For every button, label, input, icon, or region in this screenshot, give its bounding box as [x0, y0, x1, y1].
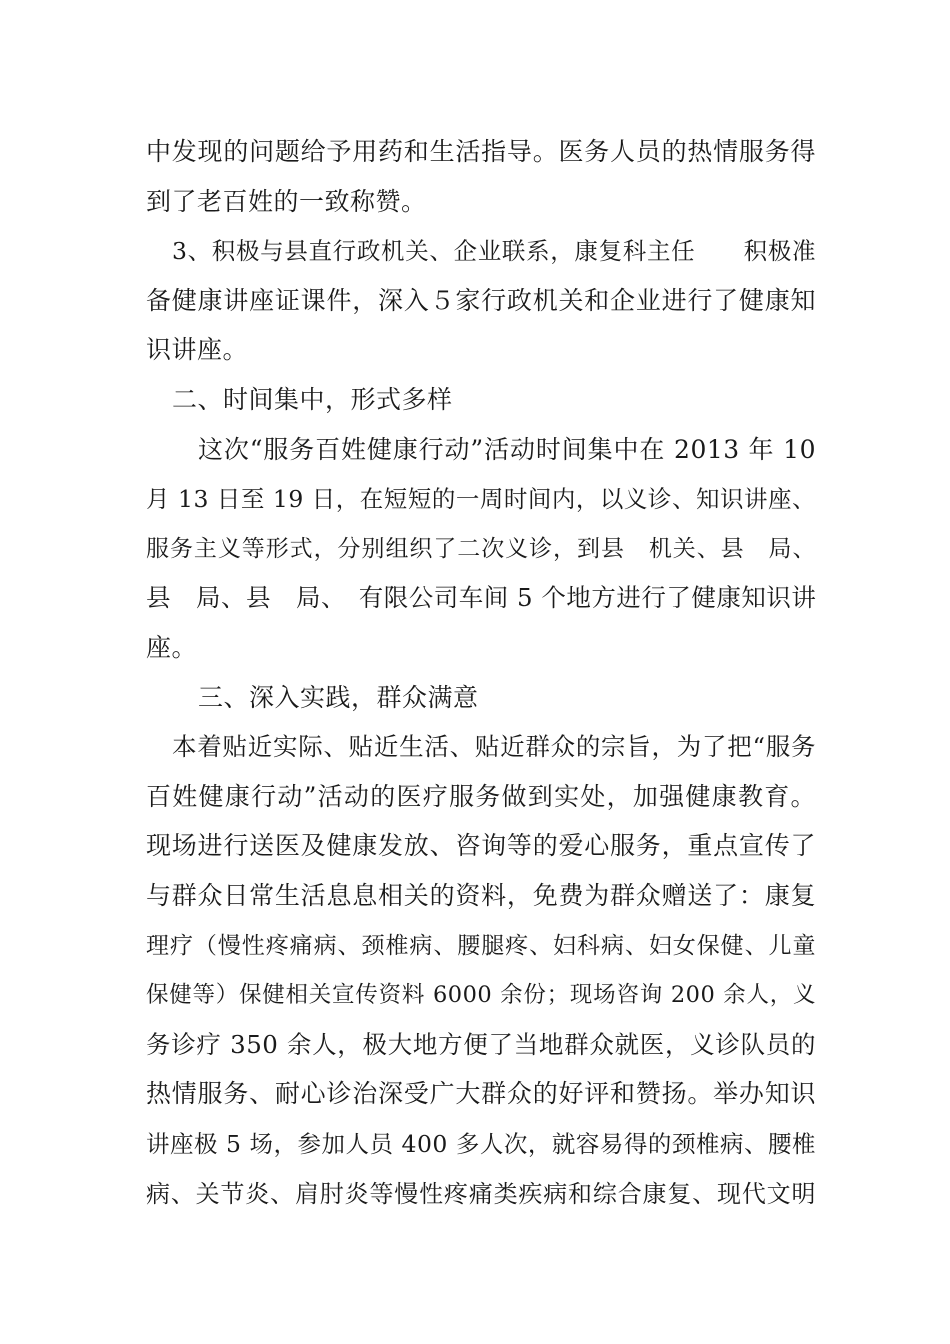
paragraph-line: 这次“服务百姓健康行动”活动时间集中在 2013 年 10 [198, 435, 816, 464]
paragraph-line: 备健康讲座证课件，深入５家行政机关和企业进行了健康知 [146, 286, 816, 315]
paragraph-line: 务诊疗 350 余人，极大地方便了当地群众就医，义诊队员的 [146, 1030, 816, 1059]
section-heading: 二、时间集中，形式多样 [172, 385, 453, 414]
paragraph-line: 到了老百姓的一致称赞。 [146, 187, 427, 216]
section-heading: 三、深入实践，群众满意 [198, 683, 479, 712]
paragraph-line: 与群众日常生活息息相关的资料，免费为群众赠送了：康复 [146, 881, 816, 910]
paragraph-line: 3、积极与县直行政机关、企业联系，康复科主任 积极准 [172, 237, 816, 265]
paragraph-line: 病、关节炎、肩肘炎等慢性疼痛类疾病和综合康复、现代文明 [146, 1180, 816, 1208]
paragraph-line: 月 13 日至 19 日，在短短的一周时间内，以义诊、知识讲座、 [146, 485, 816, 513]
paragraph-line: 理疗（慢性疼痛病、颈椎病、腰腿疼、妇科病、妇女保健、儿童 [146, 933, 816, 959]
paragraph-line: 服务主义等形式，分别组织了二次义诊，到县 机关、县 局、 [146, 536, 816, 562]
paragraph-line: 热情服务、耐心诊治深受广大群众的好评和赞扬。举办知识 [146, 1079, 816, 1108]
paragraph-line: 座。 [146, 633, 198, 662]
paragraph-line: 讲座极 5 场，参加人员 400 多人次，就容易得的颈椎病、腰椎 [146, 1130, 816, 1158]
paragraph-line: 中发现的问题给予用药和生活指导。医务人员的热情服务得 [146, 137, 816, 166]
paragraph-line: 本着贴近实际、贴近生活、贴近群众的宗旨，为了把“服务 [172, 732, 816, 761]
paragraph-line: 百姓健康行动”活动的医疗服务做到实处，加强健康教育。 [146, 782, 816, 811]
paragraph-line: 县 局、县 局、 有限公司车间 5 个地方进行了健康知识讲 [146, 583, 817, 612]
paragraph-line: 现场进行送医及健康发放、咨询等的爱心服务，重点宣传了 [146, 831, 816, 860]
paragraph-line: 保健等）保健相关宣传资料 6000 余份；现场咨询 200 余人，义 [146, 982, 816, 1008]
paragraph-line: 识讲座。 [146, 335, 249, 364]
